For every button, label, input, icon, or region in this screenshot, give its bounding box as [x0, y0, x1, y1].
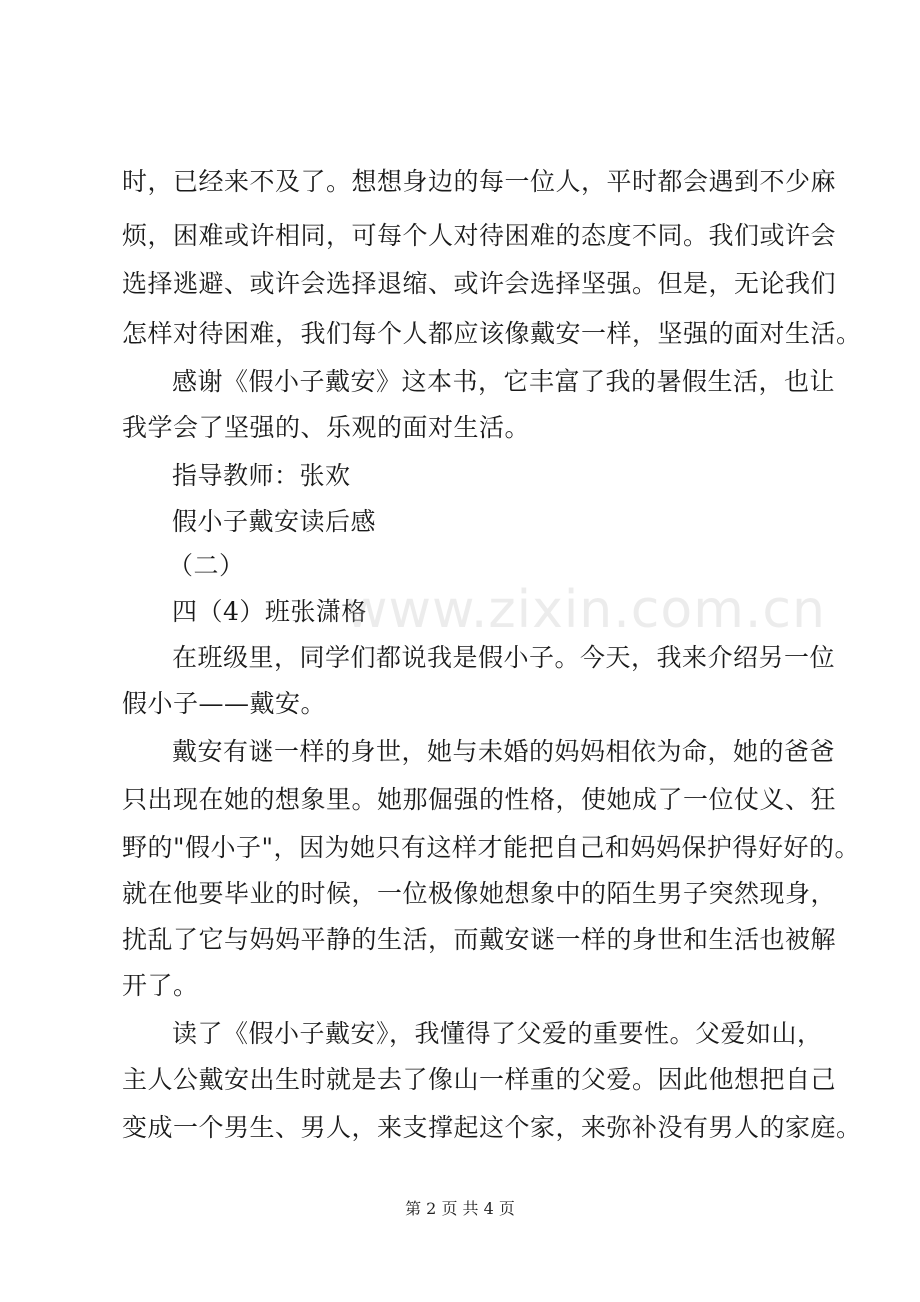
- text-line: 假小子——戴安。: [122, 689, 327, 718]
- text-line: 感谢《假小子戴安》这本书，它丰富了我的暑假生活，也让: [172, 367, 836, 396]
- text-line: 我学会了坚强的、乐观的面对生活。: [122, 413, 531, 442]
- text-line: 在班级里，同学们都说我是假小子。今天，我来介绍另一位: [172, 643, 836, 672]
- text-line: 选择逃避、或许会选择退缩、或许会选择坚强。但是，无论我们: [122, 269, 837, 298]
- text-line: 开了。: [122, 971, 199, 1000]
- author-line: 四（4）班张潇格: [172, 597, 367, 626]
- text-line: 就在他要毕业的时候，一位极像她想象中的陌生男子突然现身，: [122, 879, 837, 908]
- text-line: 读了《假小子戴安》，我懂得了父爱的重要性。父爱如山，: [172, 1019, 823, 1048]
- watermark: www.zixin.com.cn: [345, 580, 826, 640]
- text-line: 扰乱了它与妈妈平静的生活，而戴安谜一样的身世和生活也被解: [122, 925, 837, 954]
- text-line: 野的"假小子"，因为她只有这样才能把自己和妈妈保护得好好的。: [122, 833, 861, 862]
- text-line: 主人公戴安出生时就是去了像山一样重的父爱。因此他想把自己: [122, 1065, 837, 1094]
- text-line: 变成一个男生、男人，来支撑起这个家，来弥补没有男人的家庭。: [122, 1113, 862, 1142]
- text-line: 戴安有谜一样的身世，她与未婚的妈妈相依为命，她的爸爸: [172, 737, 836, 766]
- text-line: 烦，困难或许相同，可每个人对待困难的态度不同。我们或许会: [122, 221, 837, 250]
- text-line: 时，已经来不及了。想想身边的每一位人，平时都会遇到不少麻: [122, 167, 837, 196]
- essay-title: 假小子戴安读后感: [172, 507, 377, 536]
- text-line: 只出现在她的想象里。她那倔强的性格，使她成了一位仗义、狂: [122, 785, 837, 814]
- page-footer: 第 2 页 共 4 页: [405, 1199, 515, 1218]
- essay-part-number: （二）: [168, 551, 245, 580]
- text-line: 怎样对待困难，我们每个人都应该像戴安一样，坚强的面对生活。: [122, 319, 862, 348]
- teacher-line: 指导教师：张欢: [172, 461, 351, 490]
